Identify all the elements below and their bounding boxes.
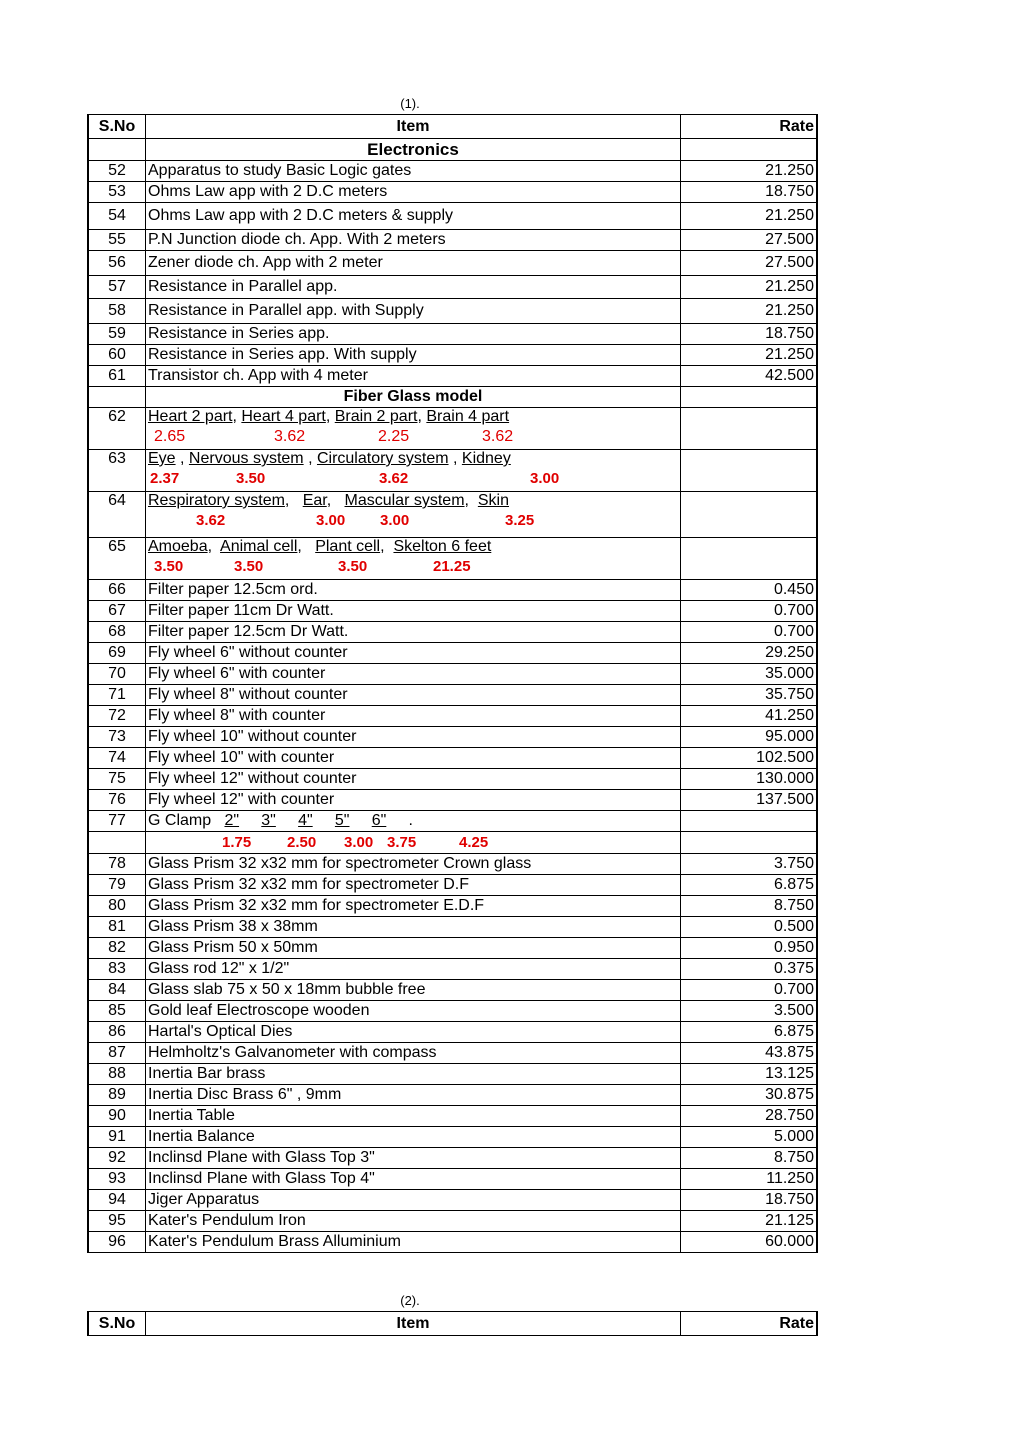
model-price: 3.25: [505, 512, 535, 529]
row-sno: 69: [88, 643, 146, 664]
row-item: Fly wheel 12" without counter: [146, 769, 681, 790]
row-rate: [681, 408, 818, 450]
row-item-gclamp-prices: [146, 832, 681, 854]
row-rate: 18.750: [681, 1190, 818, 1211]
sno-header: S.No: [88, 1312, 146, 1336]
table-row: [88, 580, 817, 601]
row-rate: 13.125: [681, 1064, 818, 1085]
row-rate: 43.875: [681, 1043, 818, 1064]
model-price: 3.50: [236, 470, 266, 487]
row-rate: [681, 450, 818, 492]
row-rate: 8.750: [681, 1148, 818, 1169]
row-item-gclamp: [146, 811, 681, 832]
row-sno: 80: [88, 896, 146, 917]
row-sno: 93: [88, 1169, 146, 1190]
model-name: Respiratory system: [148, 492, 285, 509]
row-sno: 87: [88, 1043, 146, 1064]
row-sno: 91: [88, 1127, 146, 1148]
row-sno: 67: [88, 601, 146, 622]
row-sno: 65: [88, 538, 146, 580]
row-sno: 79: [88, 875, 146, 896]
item-header: Item: [146, 1312, 681, 1336]
row-rate: 30.875: [681, 1085, 818, 1106]
row-item: Fly wheel 6" with counter: [146, 664, 681, 685]
model-name: Brain 4 part: [426, 408, 510, 425]
model-name: Amoeba: [148, 538, 208, 555]
row-rate: 102.500: [681, 748, 818, 769]
row-sno: [88, 832, 146, 854]
row-rate: [681, 811, 818, 832]
table-row: [88, 1064, 817, 1085]
model-name: Circulatory system: [316, 450, 449, 467]
row-rate: 0.700: [681, 622, 818, 643]
table-row: [88, 492, 817, 538]
row-rate: 35.750: [681, 685, 818, 706]
table-row: [88, 161, 817, 182]
row-sno: 74: [88, 748, 146, 769]
row-item: Glass Prism 38 x 38mm: [146, 917, 681, 938]
row-item: Fly wheel 10" with counter: [146, 748, 681, 769]
header-row: [88, 1312, 817, 1336]
model-name: Heart 2 part: [148, 408, 233, 425]
row-sno: 57: [88, 276, 146, 299]
rate-header: Rate: [681, 115, 818, 139]
row-item: Glass Prism 50 x 50mm: [146, 938, 681, 959]
row-sno: 66: [88, 580, 146, 601]
table-row: [88, 748, 817, 769]
row-sno: 52: [88, 161, 146, 182]
table-row: [88, 811, 817, 832]
row-sno: 96: [88, 1232, 146, 1253]
row-rate: 21.125: [681, 1211, 818, 1232]
table-row: [88, 664, 817, 685]
row-item-multi: Respiratory system, Ear, Mascular system, Skin 3.62 3.00 3.00 3.25: [146, 492, 681, 538]
model-price: 3.62: [482, 428, 514, 445]
table-row: [88, 299, 817, 324]
row-sno: 85: [88, 1001, 146, 1022]
row-rate: 11.250: [681, 1169, 818, 1190]
section-title-electronics: Electronics: [146, 139, 681, 161]
row-item: P.N Junction diode ch. App. With 2 meters: [146, 230, 681, 251]
table-row: [88, 1085, 817, 1106]
row-item: Resistance in Series app. With supply: [146, 345, 681, 366]
row-sno: 59: [88, 324, 146, 345]
row-item: Glass Prism 32 x32 mm for spectrometer Crown glass: [146, 854, 681, 875]
row-item: Transistor ch. App with 4 meter: [146, 366, 681, 387]
row-item: Fly wheel 10" without counter: [146, 727, 681, 748]
model-price: 21.25: [433, 558, 471, 575]
row-item: Fly wheel 12" with counter: [146, 790, 681, 811]
section-sno: [88, 387, 146, 408]
table-row: [88, 980, 817, 1001]
clamp-size: 6": [371, 812, 387, 829]
row-rate: 95.000: [681, 727, 818, 748]
row-item: Jiger Apparatus: [146, 1190, 681, 1211]
model-name: Brain 2 part: [334, 408, 418, 425]
row-sno: 88: [88, 1064, 146, 1085]
model-name: Plant cell: [315, 538, 381, 555]
model-name: Mascular system: [344, 492, 465, 509]
table-row: [88, 1043, 817, 1064]
row-item: Glass slab 75 x 50 x 18mm bubble free: [146, 980, 681, 1001]
row-item: Glass Prism 32 x32 mm for spectrometer E.D.F: [146, 896, 681, 917]
row-rate: 35.000: [681, 664, 818, 685]
table-row: [88, 1001, 817, 1022]
table-row: [88, 230, 817, 251]
row-rate: 0.375: [681, 959, 818, 980]
row-sno: 54: [88, 203, 146, 230]
model-price: 3.62: [274, 428, 306, 445]
row-rate: 6.875: [681, 1022, 818, 1043]
row-item: Inertia Bar brass: [146, 1064, 681, 1085]
row-rate: 21.250: [681, 276, 818, 299]
row-item-multi: Amoeba, Animal cell, Plant cell, Skelton 6 feet 3.50 3.50 3.50 21.25: [146, 538, 681, 580]
row-item-multi: Eye , Nervous system , Circulatory system , Kidney 2.37 3.50 3.62 3.00: [146, 450, 681, 492]
header-row: [88, 115, 817, 139]
row-rate: 18.750: [681, 182, 818, 203]
row-sno: 84: [88, 980, 146, 1001]
row-item: Inertia Disc Brass 6" , 9mm: [146, 1085, 681, 1106]
row-rate: 0.700: [681, 601, 818, 622]
table-row: [88, 203, 817, 230]
row-sno: 90: [88, 1106, 146, 1127]
row-rate: 27.500: [681, 251, 818, 276]
model-name: Skin: [477, 492, 509, 509]
rate-header: Rate: [681, 1312, 818, 1336]
row-rate: 29.250: [681, 643, 818, 664]
row-rate: 3.500: [681, 1001, 818, 1022]
table-row: [88, 538, 817, 580]
price-table: [87, 114, 818, 1253]
table-row: [88, 450, 817, 492]
table-row: [88, 896, 817, 917]
row-rate: 18.750: [681, 324, 818, 345]
model-price: 3.50: [338, 558, 368, 575]
gclamp-label: G Clamp: [148, 812, 212, 829]
table-row: [88, 959, 817, 980]
row-item: Fly wheel 6" without counter: [146, 643, 681, 664]
row-sno: 68: [88, 622, 146, 643]
table-row: [88, 1022, 817, 1043]
row-sno: 94: [88, 1190, 146, 1211]
row-rate: 0.450: [681, 580, 818, 601]
table-row: [88, 1106, 817, 1127]
table-row: [88, 366, 817, 387]
model-price: 3.62: [196, 512, 226, 529]
row-item: Glass Prism 32 x32 mm for spectrometer D.F: [146, 875, 681, 896]
row-rate: 21.250: [681, 203, 818, 230]
table-row: [88, 790, 817, 811]
row-item: Kater's Pendulum Iron: [146, 1211, 681, 1232]
clamp-size: 5": [334, 812, 350, 829]
table-row: [88, 643, 817, 664]
section-row: [88, 139, 817, 161]
table-row: [88, 1169, 817, 1190]
row-sno: 70: [88, 664, 146, 685]
row-sno: 56: [88, 251, 146, 276]
row-rate: 137.500: [681, 790, 818, 811]
model-name: Nervous system: [188, 450, 304, 467]
clamp-price: 4.25: [459, 834, 489, 851]
row-item: Helmholtz's Galvanometer with compass: [146, 1043, 681, 1064]
model-price: 3.00: [530, 470, 560, 487]
row-sno: 61: [88, 366, 146, 387]
row-sno: 83: [88, 959, 146, 980]
model-name: Heart 4 part: [241, 408, 326, 425]
table-row: [88, 601, 817, 622]
clamp-end: .: [408, 812, 413, 829]
row-sno: 71: [88, 685, 146, 706]
row-rate: 21.250: [681, 345, 818, 366]
row-item: Zener diode ch. App with 2 meter: [146, 251, 681, 276]
clamp-price: 1.75: [222, 834, 252, 851]
model-price: 3.00: [380, 512, 410, 529]
table-row: [88, 345, 817, 366]
row-sno: 77: [88, 811, 146, 832]
row-sno: 55: [88, 230, 146, 251]
row-rate: 0.500: [681, 917, 818, 938]
row-rate: 130.000: [681, 769, 818, 790]
model-name: Eye: [148, 450, 176, 467]
table-row: [88, 1190, 817, 1211]
table-row: [88, 1127, 817, 1148]
row-rate: 21.250: [681, 161, 818, 182]
row-item: Hartal's Optical Dies: [146, 1022, 681, 1043]
sno-header: S.No: [88, 115, 146, 139]
row-rate: 0.950: [681, 938, 818, 959]
page-number: (1).: [400, 96, 420, 111]
row-rate: [681, 538, 818, 580]
row-item: Kater's Pendulum Brass Alluminium: [146, 1232, 681, 1253]
clamp-price: 2.50: [287, 834, 317, 851]
row-item: Gold leaf Electroscope wooden: [146, 1001, 681, 1022]
model-price: 2.37: [150, 470, 180, 487]
price-table-page-2: [87, 1311, 818, 1336]
table-row: [88, 182, 817, 203]
row-sno: 62: [88, 408, 146, 450]
row-item: Filter paper 12.5cm Dr Watt.: [146, 622, 681, 643]
row-sno: 72: [88, 706, 146, 727]
model-price: 3.50: [234, 558, 264, 575]
row-item: Resistance in Parallel app.: [146, 276, 681, 299]
model-name: Animal cell: [220, 538, 298, 555]
model-name: Kidney: [461, 450, 511, 467]
row-sno: 86: [88, 1022, 146, 1043]
table-row: [88, 727, 817, 748]
row-item: Glass rod 12" x 1/2": [146, 959, 681, 980]
clamp-price: 3.75: [387, 834, 417, 851]
row-sno: 73: [88, 727, 146, 748]
model-price: 3.50: [154, 558, 184, 575]
row-rate: 0.700: [681, 980, 818, 1001]
table-row: [88, 769, 817, 790]
row-sno: 60: [88, 345, 146, 366]
row-rate: 42.500: [681, 366, 818, 387]
model-price: 3.62: [379, 470, 409, 487]
row-sno: 82: [88, 938, 146, 959]
row-sno: 81: [88, 917, 146, 938]
row-rate: 21.250: [681, 299, 818, 324]
row-sno: 92: [88, 1148, 146, 1169]
row-rate: [681, 492, 818, 538]
table-row: [88, 251, 817, 276]
row-item: Fly wheel 8" without counter: [146, 685, 681, 706]
table-row: [88, 938, 817, 959]
row-rate: 27.500: [681, 230, 818, 251]
row-sno: 58: [88, 299, 146, 324]
table-row: [88, 276, 817, 299]
row-sno: 63: [88, 450, 146, 492]
row-sno: 78: [88, 854, 146, 875]
row-rate: 3.750: [681, 854, 818, 875]
clamp-size: 4": [298, 812, 313, 829]
table-row: [88, 706, 817, 727]
page-number: (2).: [400, 1293, 420, 1308]
table-row: [88, 875, 817, 896]
row-item: Filter paper 11cm Dr Watt.: [146, 601, 681, 622]
model-price: 2.65: [154, 428, 186, 445]
row-item: Inclinsd Plane with Glass Top 3": [146, 1148, 681, 1169]
item-header: Item: [146, 115, 681, 139]
section-rate: [681, 387, 818, 408]
section-row: [88, 387, 817, 408]
model-name: Ear: [302, 492, 327, 509]
row-item-multi: Heart 2 part, Heart 4 part, Brain 2 part, Brain 4 part 2.65 3.62 2.25 3.62: [146, 408, 681, 450]
clamp-size: 2": [224, 812, 240, 829]
row-rate: 5.000: [681, 1127, 818, 1148]
row-rate: 28.750: [681, 1106, 818, 1127]
section-title-fiber: Fiber Glass model: [146, 387, 681, 408]
row-item: Apparatus to study Basic Logic gates: [146, 161, 681, 182]
row-sno: 89: [88, 1085, 146, 1106]
row-item: Inertia Balance: [146, 1127, 681, 1148]
table-row: [88, 324, 817, 345]
row-item: Inclinsd Plane with Glass Top 4": [146, 1169, 681, 1190]
row-sno: 76: [88, 790, 146, 811]
table-row: [88, 1211, 817, 1232]
row-sno: 53: [88, 182, 146, 203]
table-row: [88, 832, 817, 854]
row-item: Fly wheel 8" with counter: [146, 706, 681, 727]
row-item: Resistance in Parallel app. with Supply: [146, 299, 681, 324]
row-sno: 95: [88, 1211, 146, 1232]
row-rate: 8.750: [681, 896, 818, 917]
row-item: Ohms Law app with 2 D.C meters: [146, 182, 681, 203]
table-row: [88, 408, 817, 450]
row-sno: 75: [88, 769, 146, 790]
model-price: 2.25: [378, 428, 410, 445]
table-row: [88, 622, 817, 643]
row-item: Resistance in Series app.: [146, 324, 681, 345]
table-row: [88, 1148, 817, 1169]
row-rate: [681, 832, 818, 854]
clamp-size: 3": [261, 812, 276, 829]
table-row: [88, 917, 817, 938]
row-item: Ohms Law app with 2 D.C meters & supply: [146, 203, 681, 230]
table-row: [88, 685, 817, 706]
clamp-price: 3.00: [344, 834, 374, 851]
table-row: [88, 854, 817, 875]
table-row: [88, 1232, 817, 1253]
row-rate: 60.000: [681, 1232, 818, 1253]
row-item: Filter paper 12.5cm ord.: [146, 580, 681, 601]
row-sno: 64: [88, 492, 146, 538]
row-item: Inertia Table: [146, 1106, 681, 1127]
row-rate: 41.250: [681, 706, 818, 727]
model-price: 3.00: [316, 512, 346, 529]
model-name: Skelton 6 feet: [393, 538, 492, 555]
row-rate: 6.875: [681, 875, 818, 896]
